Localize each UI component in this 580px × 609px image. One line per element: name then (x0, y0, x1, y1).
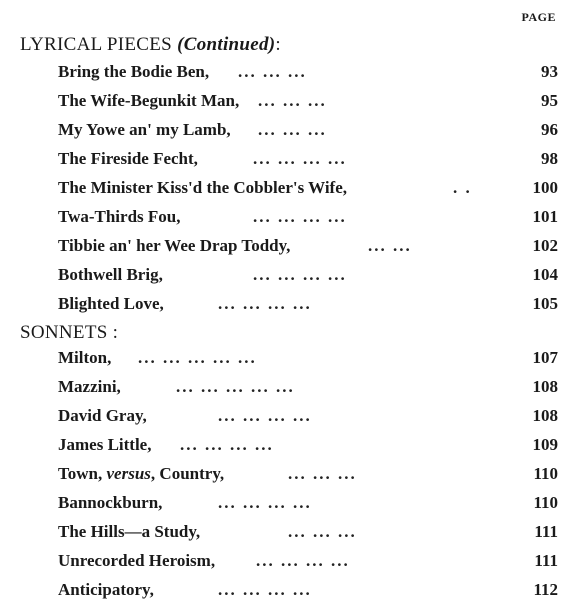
toc-entry[interactable] (58, 348, 558, 377)
toc-entry[interactable] (58, 464, 558, 493)
entry-title: Bothwell Brig, (58, 265, 163, 284)
entry-title: James Little, (58, 435, 152, 454)
toc-entry[interactable] (58, 377, 558, 406)
entry-title: My Yowe an' my Lamb, (58, 120, 231, 139)
toc-entry[interactable] (58, 236, 558, 265)
dot-leader: ... ... ... ... (218, 493, 312, 512)
toc-entry[interactable] (58, 522, 558, 551)
entry-page-number: 100 (532, 178, 558, 197)
entry-page-number: 112 (533, 580, 558, 599)
entry-title: Unrecorded Heroism, (58, 551, 216, 570)
dot-leader: ... ... ... ... (256, 551, 350, 570)
dot-leader: . . (453, 178, 472, 197)
entry-title: Milton, (58, 348, 112, 367)
dot-leader: ... ... ... ... ... (176, 377, 295, 396)
toc-entry[interactable] (58, 294, 558, 323)
entry-title: The Fireside Fecht, (58, 149, 198, 168)
dot-leader: ... ... ... ... (253, 149, 347, 168)
dot-leader: ... ... (368, 236, 412, 255)
dot-leader: ... ... ... ... ... (138, 348, 257, 367)
entry-title: Blighted Love, (58, 294, 164, 313)
toc-entry[interactable] (58, 435, 558, 464)
title-part: Town, (58, 464, 107, 483)
entry-page-number: 93 (541, 62, 558, 81)
entry-page-number: 107 (532, 348, 558, 367)
entry-title: The Minister Kiss'd the Cobbler's Wife, (58, 178, 348, 197)
lyrical-entry-list (58, 62, 558, 323)
dot-leader: ... ... ... (238, 62, 307, 81)
entry-title: Anticipatory, (58, 580, 154, 599)
dot-leader: ... ... ... (258, 91, 327, 110)
toc-entry[interactable] (58, 580, 558, 609)
heading-colon: : (275, 34, 282, 55)
entry-page-number: 98 (541, 149, 558, 168)
entry-title: Mazzini, (58, 377, 121, 396)
entry-page-number: 110 (533, 464, 558, 483)
entry-page-number: 96 (541, 120, 558, 139)
title-part: , Country, (150, 464, 225, 483)
entry-page-number: 111 (534, 522, 558, 541)
dot-leader: ... ... ... ... (218, 406, 312, 425)
toc-entry[interactable] (58, 149, 558, 178)
continued-label: (Continued) (177, 34, 276, 55)
section-heading-sonnets: SONNETS : (20, 322, 119, 343)
toc-entry[interactable] (58, 265, 558, 294)
entry-title: The Hills—a Study, (58, 522, 201, 541)
toc-entry[interactable] (58, 207, 558, 236)
entry-page-number: 111 (534, 551, 558, 570)
entry-page-number: 109 (532, 435, 558, 454)
entry-page-number: 95 (541, 91, 558, 110)
entry-page-number: 110 (533, 493, 558, 512)
toc-entry[interactable] (58, 91, 558, 120)
entry-title: David Gray, (58, 406, 147, 425)
entry-page-number: 108 (532, 406, 558, 425)
entry-title: Bring the Bodie Ben, (58, 62, 210, 81)
entry-title (58, 464, 224, 484)
dot-leader: ... ... ... (288, 464, 357, 483)
dot-leader: ... ... ... (258, 120, 327, 139)
dot-leader: ... ... ... ... (253, 207, 347, 226)
sonnets-entry-list (58, 348, 558, 609)
entry-title: Bannockburn, (58, 493, 163, 512)
toc-entry[interactable] (58, 551, 558, 580)
toc-entry[interactable] (58, 493, 558, 522)
page-column-label: PAGE (521, 10, 556, 24)
entry-page-number: 105 (532, 294, 558, 313)
section-title: LYRICAL PIECES (20, 34, 173, 55)
toc-entry[interactable] (58, 120, 558, 149)
entry-page-number: 102 (532, 236, 558, 255)
entry-title: Twa-Thirds Fou, (58, 207, 181, 226)
dot-leader: ... ... ... ... (218, 294, 312, 313)
section-heading-lyrical (20, 34, 281, 56)
entry-page-number: 104 (532, 265, 558, 284)
toc-entry[interactable] (58, 178, 558, 207)
toc-entry[interactable] (58, 406, 558, 435)
entry-title: The Wife-Begunkit Man, (58, 91, 240, 110)
dot-leader: ... ... ... ... (180, 435, 274, 454)
entry-page-number: 101 (532, 207, 558, 226)
entry-title: Tibbie an' her Wee Drap Toddy, (58, 236, 291, 255)
dot-leader: ... ... ... (288, 522, 357, 541)
dot-leader: ... ... ... ... (218, 580, 312, 599)
title-italic-part: versus (106, 464, 151, 483)
entry-page-number: 108 (532, 377, 558, 396)
toc-entry[interactable] (58, 62, 558, 91)
dot-leader: ... ... ... ... (253, 265, 347, 284)
